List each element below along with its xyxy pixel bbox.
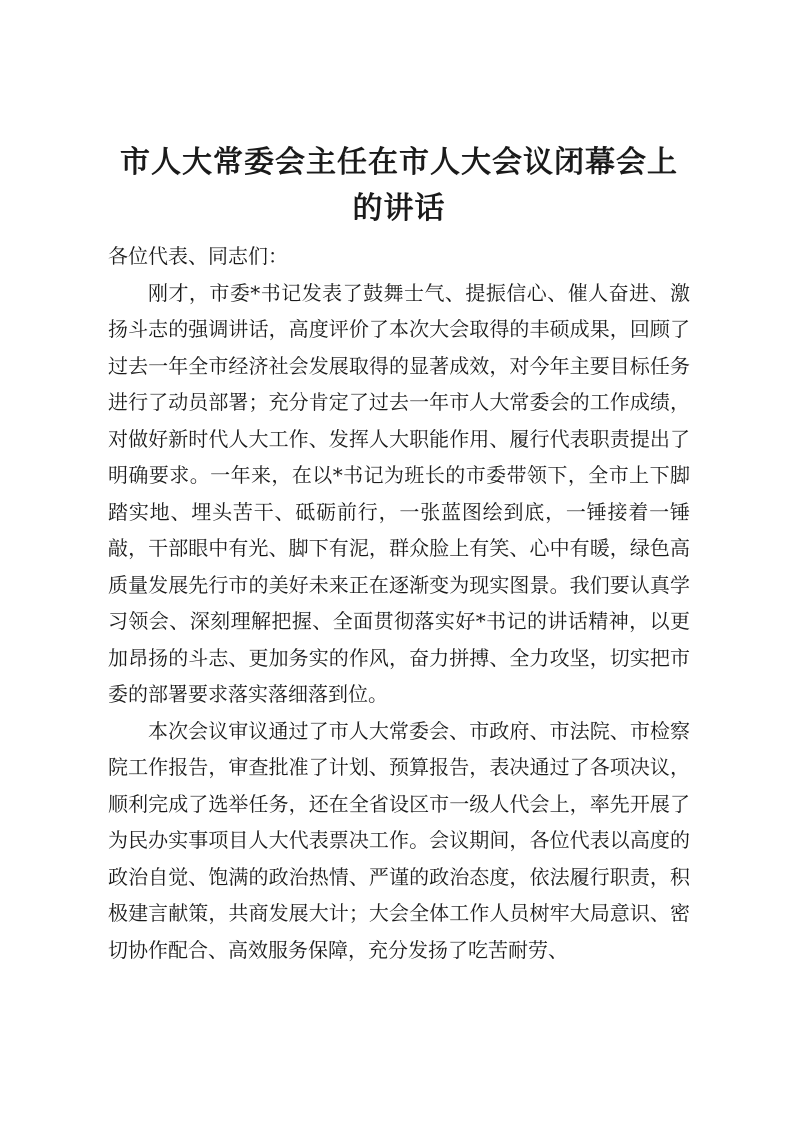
document-title: 市人大常委会主任在市人大会议闭幕会上的讲话	[120, 145, 678, 226]
salutation: 各位代表、同志们：	[108, 244, 288, 268]
paragraph-1: 刚才，市委*书记发表了鼓舞士气、提振信心、催人奋进、激扬斗志的强调讲话，高度评价了本次大会取得的丰硕成果，回顾了过去一年全市经济社会发展取得的显著成效，对今年主要目标任务进行了动员部署；充分肯定了过去一年市人大常委会的工作成绩，对做好新时代人大工作、发挥人大职能作用、履行代表职责提出了明确要求。一年来，在以*书记为班长的市委带领下，全市上下脚踏实地、埋头苦干、砥砺前行，一张蓝图绘到底，一锤接着一锤敲，干部眼中有光、脚下有泥，群众脸上有笑、心中有暖，绿色高质量发展先行市的美好未来正在逐渐变为现实图景。我们要认真学习领会、深刻理解把握、全面贯彻落实好*书记的讲话精神，以更加昂扬的斗志、更加务实的作风，奋力拼搏、全力攻坚，切实把市委的部署要求落实落细落到位。	[108, 280, 690, 706]
document-page	[108, 140, 690, 968]
paragraph-2: 本次会议审议通过了市人大常委会、市政府、市法院、市检察院工作报告，审查批准了计划、预算报告，表决通过了各项决议，顺利完成了选举任务，还在全省设区市一级人代会上，率先开展了为民办实事项目人大代表票决工作。会议期间，各位代表以高度的政治自觉、饱满的政治热情、严谨的政治态度，依法履行职责，积极建言献策，共商发展大计；大会全体工作人员树牢大局意识、密切协作配合、高效服务保障，充分发扬了吃苦耐劳、	[108, 718, 690, 962]
